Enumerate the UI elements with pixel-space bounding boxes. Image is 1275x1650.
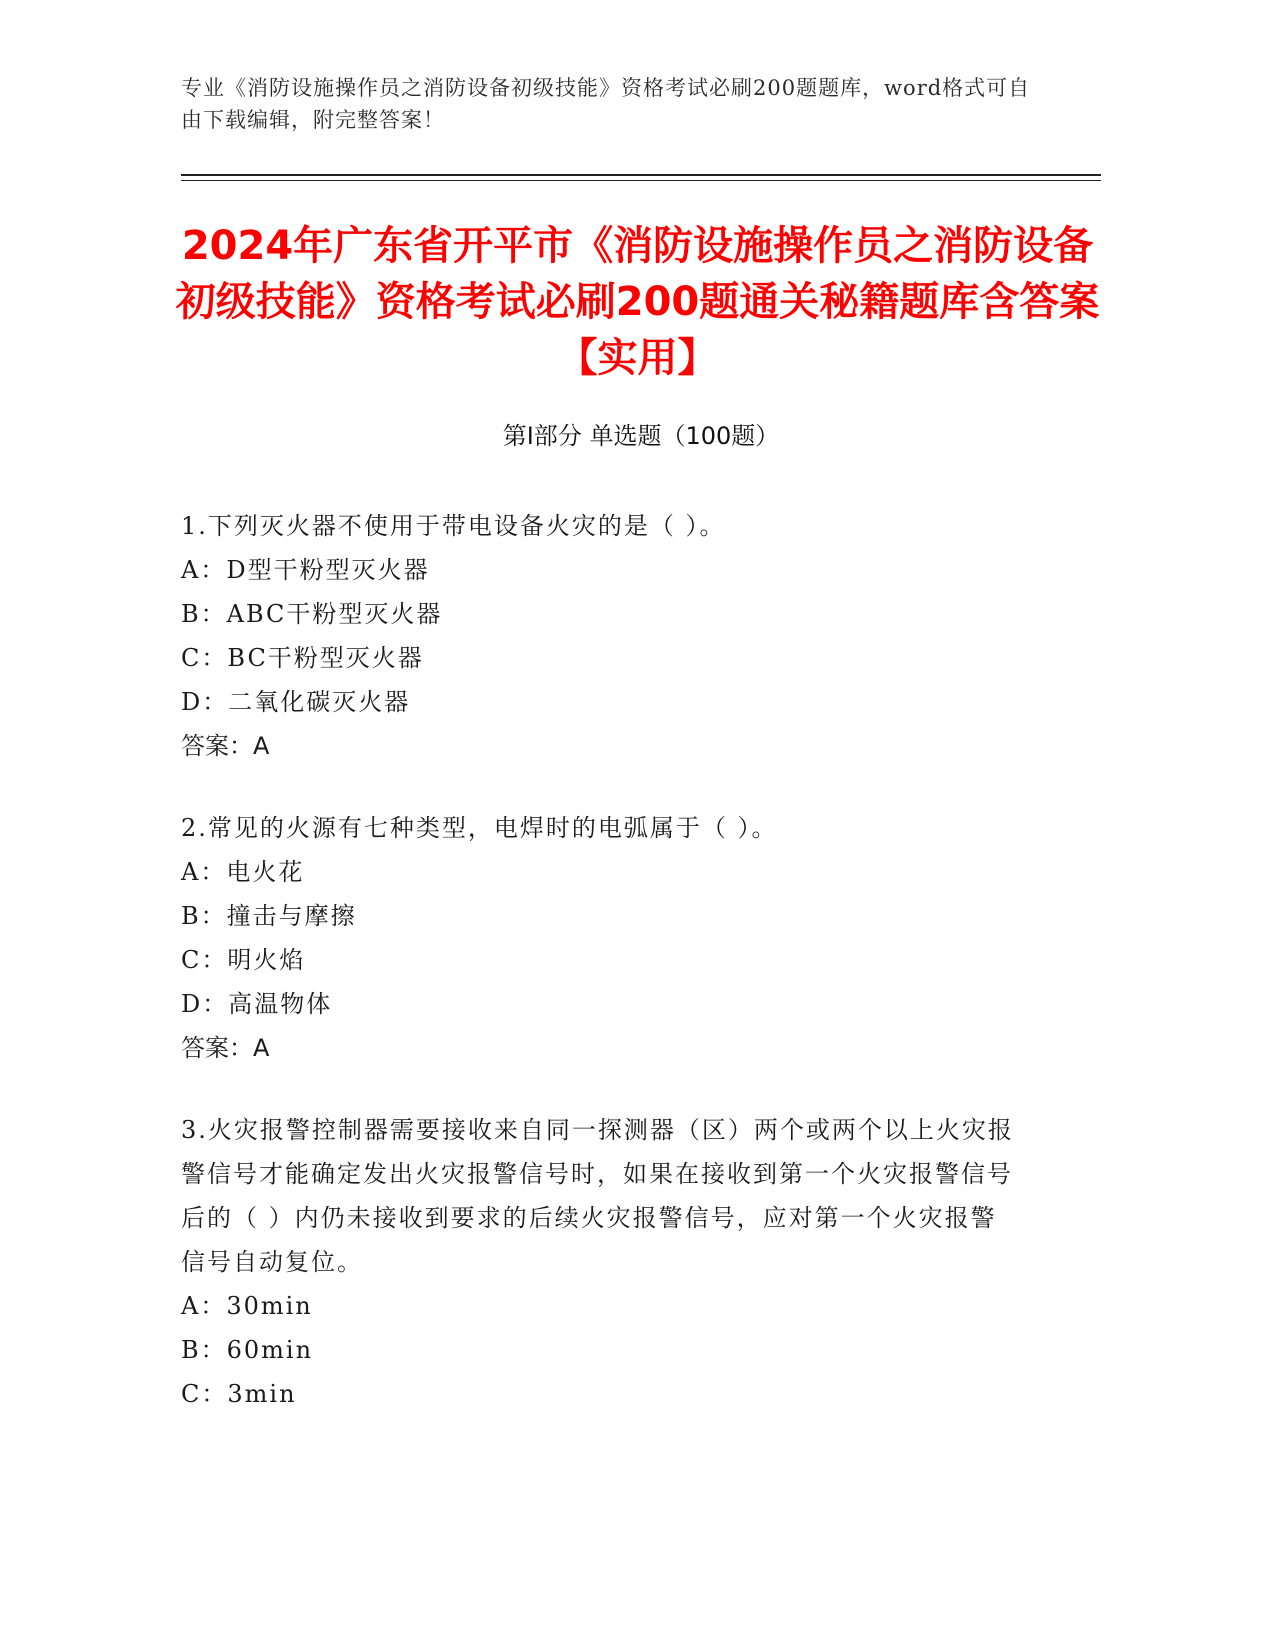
section-heading: 第I部分 单选题（100题） (502, 422, 780, 450)
question-1 (181, 504, 1021, 768)
option-a: A：D型干粉型灭火器 (181, 556, 430, 584)
option-b: B：撞击与摩擦 (181, 902, 357, 930)
option-c: C：BC干粉型灭火器 (181, 644, 424, 672)
option-d: D：高温物体 (181, 990, 333, 1018)
question-2 (181, 806, 1021, 1070)
question-stem: 2.常见的火源有七种类型，电焊时的电弧属于（ ）。 (181, 814, 778, 842)
question-list (181, 504, 1021, 1454)
header-note: 专业《消防设施操作员之消防设备初级技能》资格考试必刷200题题库，word格式可自由下载编辑，附完整答案！ (181, 76, 1031, 132)
document-title: 2024年广东省开平市《消防设施操作员之消防设备初级技能》资格考试必刷200题通关秘籍题库含答案【实用】 (175, 223, 1100, 381)
option-c: C：3min (181, 1380, 297, 1408)
header-divider-thick (181, 174, 1101, 176)
question-stem: 1.下列灭火器不使用于带电设备火灾的是（ ）。 (181, 512, 726, 540)
option-b: B：60min (181, 1336, 314, 1364)
answer-label: 答案：A (181, 1034, 270, 1062)
question-stem: 3.火灾报警控制器需要接收来自同一探测器（区）两个或两个以上火灾报警信号才能确定发出火灾报警信号时，如果在接收到第一个火灾报警信号后的（ ）内仍未接收到要求的后续火灾报警信号，应对第一个火灾报警信号自动复位。 (181, 1116, 1014, 1276)
option-a: A：电火花 (181, 858, 305, 886)
option-d: D：二氧化碳灭火器 (181, 688, 411, 716)
option-c: C：明火焰 (181, 946, 306, 974)
option-b: B：ABC干粉型灭火器 (181, 600, 443, 628)
header-divider-thin (181, 180, 1101, 181)
question-3 (181, 1108, 1021, 1416)
option-a: A：30min (181, 1292, 313, 1320)
answer-label: 答案：A (181, 732, 270, 760)
